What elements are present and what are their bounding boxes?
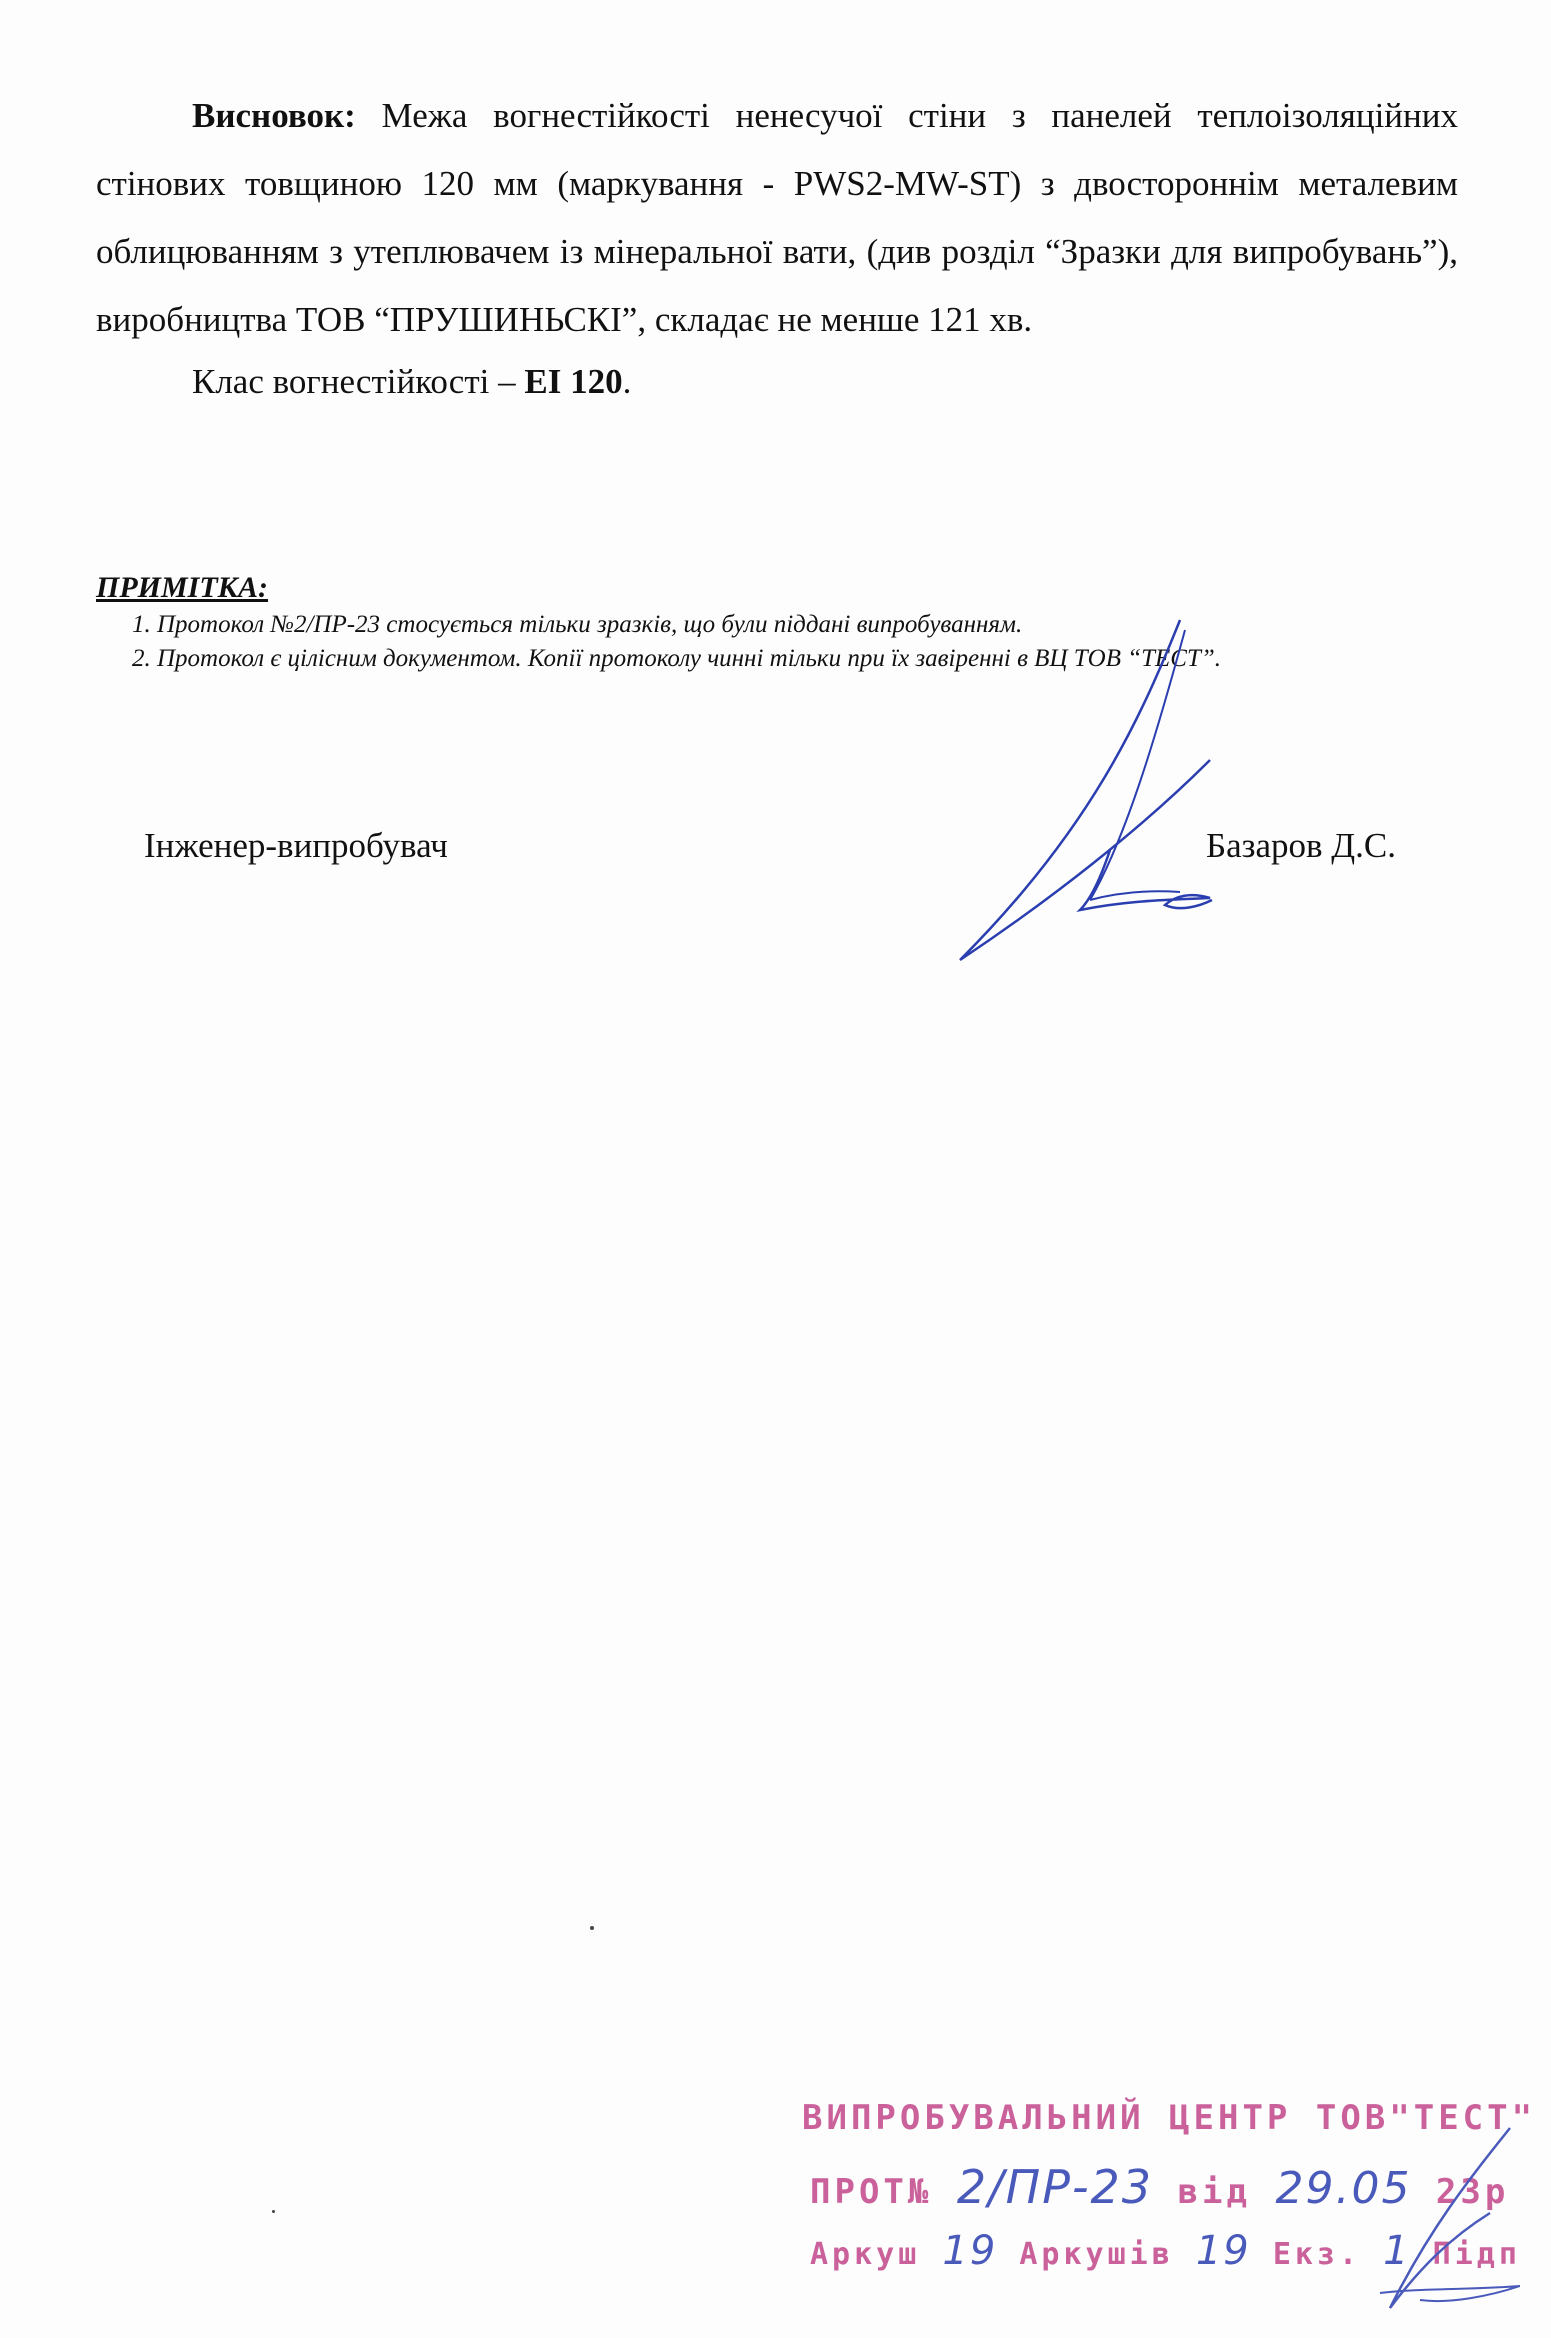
handwritten-signature <box>940 600 1240 980</box>
note-item: 2. Протокол є цілісним документом. Копії протоколу чинні тільки при їх завіренні в ВЦ ТОВ “ТЕСТ”. <box>132 645 1222 672</box>
stamp-signature-scribble <box>1320 2118 1520 2318</box>
fire-class-value: EI 120 <box>524 362 623 401</box>
conclusion-text: Межа вогнестійкості ненесучої стіни з панелей теплоізоляційних стінових товщиною 120 мм (маркування - PWS2-MW-ST) з двостороннім металевим облицюванням з утеплювачем із мінеральної вати, (див розділ “Зразки для випробувань”), виробництва ТОВ “ПРУШИНЬСКІ”, складає не менше 121 хв. <box>96 96 1458 339</box>
test-center-stamp <box>780 2098 1537 2318</box>
note-block <box>96 568 1458 676</box>
conclusion-paragraph <box>96 82 1458 354</box>
fire-class-suffix: . <box>622 362 632 401</box>
stamp-sheets-label: Аркушів <box>1019 2237 1174 2272</box>
conclusion-label: Висновок: <box>192 96 356 135</box>
stamp-copy-number: 1 <box>1383 2228 1411 2274</box>
stamp-from-label: від <box>1177 2172 1251 2212</box>
stamp-copy-label: Екз. <box>1272 2237 1362 2272</box>
stamp-year: 23р <box>1435 2172 1510 2212</box>
stamp-sheet-number: 19 <box>942 2228 998 2274</box>
stamp-sheets-count: 19 <box>1195 2228 1251 2274</box>
signatory-name: Базаров Д.С. <box>1206 826 1396 865</box>
note-item: 1. Протокол №2/ПР-23 стосується тільки зразків, що були піддані випробуванням. <box>132 611 1023 638</box>
stamp-header: ВИПРОБУВАЛЬНИЙ ЦЕНТР ТОВ"ТЕСТ" <box>802 2098 1537 2138</box>
stamp-date: 29.05 <box>1275 2163 1412 2214</box>
scan-speck <box>272 2210 275 2213</box>
stamp-protocol-prefix: ПРОТ№ <box>810 2172 933 2212</box>
stamp-signature-label: Підп <box>1432 2237 1521 2272</box>
scan-speck <box>590 1926 594 1930</box>
stamp-protocol-number: 2/ПР-23 <box>956 2160 1154 2214</box>
note-list <box>96 608 1458 676</box>
fire-class-prefix: Клас вогнестійкості – <box>192 362 525 401</box>
signatory-role: Інженер-випробувач <box>144 826 448 865</box>
note-title: ПРИМІТКА: <box>96 571 269 604</box>
stamp-sheet-label: Аркуш <box>810 2237 921 2272</box>
fire-resistance-class <box>192 348 631 416</box>
